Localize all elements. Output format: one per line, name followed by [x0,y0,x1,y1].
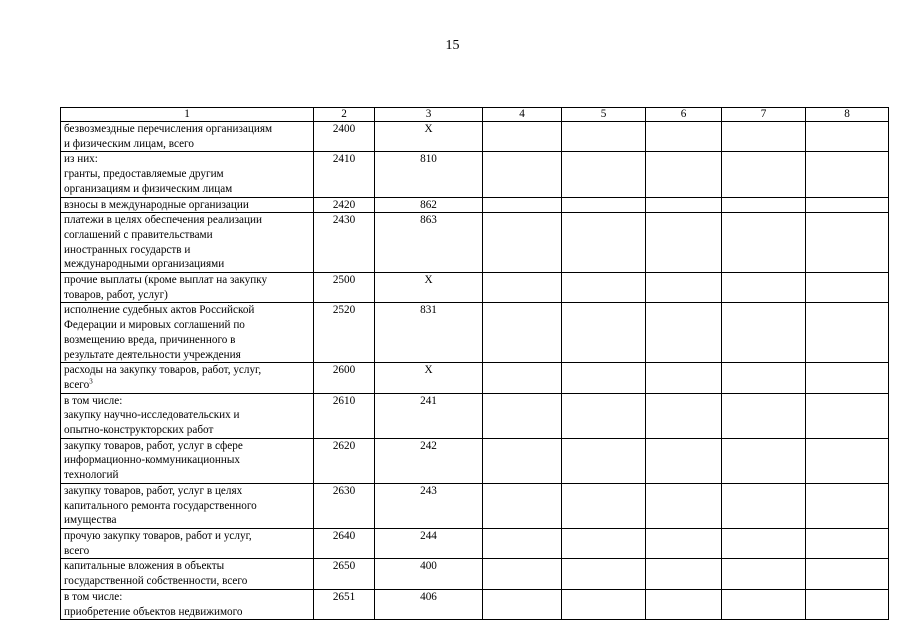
column-header: 1 [61,108,314,122]
amount-cell [483,528,562,558]
row-code-cell: 2610 [314,393,375,438]
amount-cell [646,213,722,273]
column-header: 3 [375,108,483,122]
amount-cell [722,303,806,363]
amount-cell [562,363,646,393]
amount-cell [562,559,646,589]
amount-cell [806,213,889,273]
row-name-line: закупку научно-исследовательских и [64,409,240,422]
row-code-cell: 2640 [314,528,375,558]
row-name-line: товаров, работ, услуг) [64,288,168,301]
row-name-line: закупку товаров, работ, услуг в сфере [64,439,243,452]
amount-cell [646,393,722,438]
amount-cell [483,483,562,528]
row-name-cell [61,393,314,438]
table-row [61,273,889,303]
amount-cell [646,197,722,213]
amount-cell [483,438,562,483]
amount-cell [722,363,806,393]
amount-cell [562,303,646,363]
row-name-line: прочую закупку товаров, работ и услуг, [64,529,252,542]
amount-cell [483,152,562,197]
row-name-line: иностранных государств и [64,243,191,256]
amount-cell [483,122,562,152]
column-header: 2 [314,108,375,122]
row-code-cell: 2410 [314,152,375,197]
amount-cell [646,559,722,589]
row-name-line: в том числе: [64,590,123,603]
amount-cell [562,152,646,197]
row-name-line: исполнение судебных актов Российской [64,304,255,317]
row-code-cell: 2400 [314,122,375,152]
amount-cell [562,483,646,528]
row-name-cell [61,363,314,393]
amount-cell [646,152,722,197]
amount-cell [646,122,722,152]
row-name-cell [61,559,314,589]
row-name-line: платежи в целях обеспечения реализации [64,214,262,227]
amount-cell [722,393,806,438]
amount-cell [483,273,562,303]
row-name-line: приобретение объектов недвижимого [64,605,243,618]
column-header: 7 [722,108,806,122]
amount-cell [483,589,562,619]
amount-cell [806,197,889,213]
row-name-line: всего [64,378,90,391]
amount-cell [722,197,806,213]
row-name-cell [61,438,314,483]
row-name-line: и физическим лицам, всего [64,137,194,150]
amount-cell [722,438,806,483]
amount-cell [483,213,562,273]
amount-cell [646,528,722,558]
row-name-line: Федерации и мировых соглашений по [64,319,245,332]
row-name-line: всего [64,544,90,557]
amount-cell [562,213,646,273]
amount-cell [646,363,722,393]
amount-cell [646,273,722,303]
amount-cell [722,559,806,589]
table-row [61,303,889,363]
table-body [61,122,889,620]
row-name-line: технологий [64,469,119,482]
amount-cell [722,152,806,197]
table-row [61,393,889,438]
amount-cell [806,438,889,483]
table-row [61,122,889,152]
row-name-line: возмещению вреда, причиненного в [64,333,236,346]
row-kbk-cell: 244 [375,528,483,558]
amount-cell [806,363,889,393]
row-code-cell: 2500 [314,273,375,303]
row-name-line: из них: [64,153,98,166]
row-name-line: опытно-конструкторских работ [64,424,214,437]
amount-cell [806,589,889,619]
amount-cell [806,393,889,438]
row-kbk-cell: X [375,273,483,303]
row-code-cell: 2430 [314,213,375,273]
amount-cell [806,483,889,528]
table-row [61,213,889,273]
row-name-cell [61,303,314,363]
row-name-cell [61,483,314,528]
row-kbk-cell: 406 [375,589,483,619]
row-name-line: государственной собственности, всего [64,575,248,588]
table-row [61,528,889,558]
amount-cell [806,559,889,589]
amount-cell [722,273,806,303]
row-kbk-cell: 243 [375,483,483,528]
row-name-cell [61,197,314,213]
amount-cell [722,122,806,152]
row-code-cell: 2600 [314,363,375,393]
amount-cell [483,393,562,438]
row-code-cell: 2420 [314,197,375,213]
amount-cell [562,393,646,438]
column-header: 4 [483,108,562,122]
footnote-marker: 3 [89,377,93,386]
row-code-cell: 2620 [314,438,375,483]
amount-cell [562,589,646,619]
amount-cell [722,589,806,619]
table-row [61,363,889,393]
row-name-line: капитальные вложения в объекты [64,560,225,573]
row-name-line: результате деятельности учреждения [64,348,241,361]
amount-cell [646,303,722,363]
column-header: 5 [562,108,646,122]
row-name-line: закупку товаров, работ, услуг в целях [64,484,243,497]
row-name-line: прочие выплаты (кроме выплат на закупку [64,274,268,287]
row-code-cell: 2630 [314,483,375,528]
row-name-line: соглашений с правительствами [64,228,213,241]
amount-cell [722,528,806,558]
row-name-cell [61,152,314,197]
row-kbk-cell: 863 [375,213,483,273]
amount-cell [722,213,806,273]
row-name-cell [61,122,314,152]
column-header: 6 [646,108,722,122]
row-kbk-cell: X [375,363,483,393]
table-row [61,438,889,483]
row-kbk-cell: 862 [375,197,483,213]
row-kbk-cell: 242 [375,438,483,483]
row-name-cell [61,213,314,273]
table-row [61,589,889,619]
column-header: 8 [806,108,889,122]
amount-cell [562,438,646,483]
amount-cell [483,197,562,213]
row-name-cell [61,589,314,619]
amount-cell [646,483,722,528]
amount-cell [806,122,889,152]
row-kbk-cell: 241 [375,393,483,438]
row-name-line: безвозмездные перечисления организациям [64,123,273,135]
row-name-cell [61,273,314,303]
amount-cell [562,273,646,303]
amount-cell [562,122,646,152]
amount-cell [562,197,646,213]
row-code-cell: 2650 [314,559,375,589]
row-name-cell [61,528,314,558]
header-row [61,108,889,122]
amount-cell [562,528,646,558]
row-name-line: организациям и физическим лицам [64,182,233,195]
amount-cell [646,589,722,619]
amount-cell [483,363,562,393]
row-kbk-cell: 831 [375,303,483,363]
row-name-line: взносы в международные организации [64,198,249,211]
amount-cell [483,559,562,589]
row-name-line: расходы на закупку товаров, работ, услуг, [64,364,262,377]
amount-cell [806,273,889,303]
table-row [61,483,889,528]
table-row [61,152,889,197]
row-name-line: в том числе: [64,394,123,407]
row-kbk-cell: X [375,122,483,152]
amount-cell [806,152,889,197]
budget-table [60,107,889,620]
row-code-cell: 2651 [314,589,375,619]
amount-cell [806,303,889,363]
page-number: 15 [445,38,460,53]
row-name-line: капитального ремонта государственного [64,499,257,512]
row-kbk-cell: 400 [375,559,483,589]
amount-cell [722,483,806,528]
table-row [61,197,889,213]
row-code-cell: 2520 [314,303,375,363]
row-name-line: имущества [64,514,117,527]
amount-cell [806,528,889,558]
row-name-line: гранты, предоставляемые другим [64,168,224,181]
row-name-line: международными организациями [64,258,225,271]
amount-cell [483,303,562,363]
table-row [61,559,889,589]
row-name-line: информационно-коммуникационных [64,454,240,467]
amount-cell [646,438,722,483]
row-kbk-cell: 810 [375,152,483,197]
